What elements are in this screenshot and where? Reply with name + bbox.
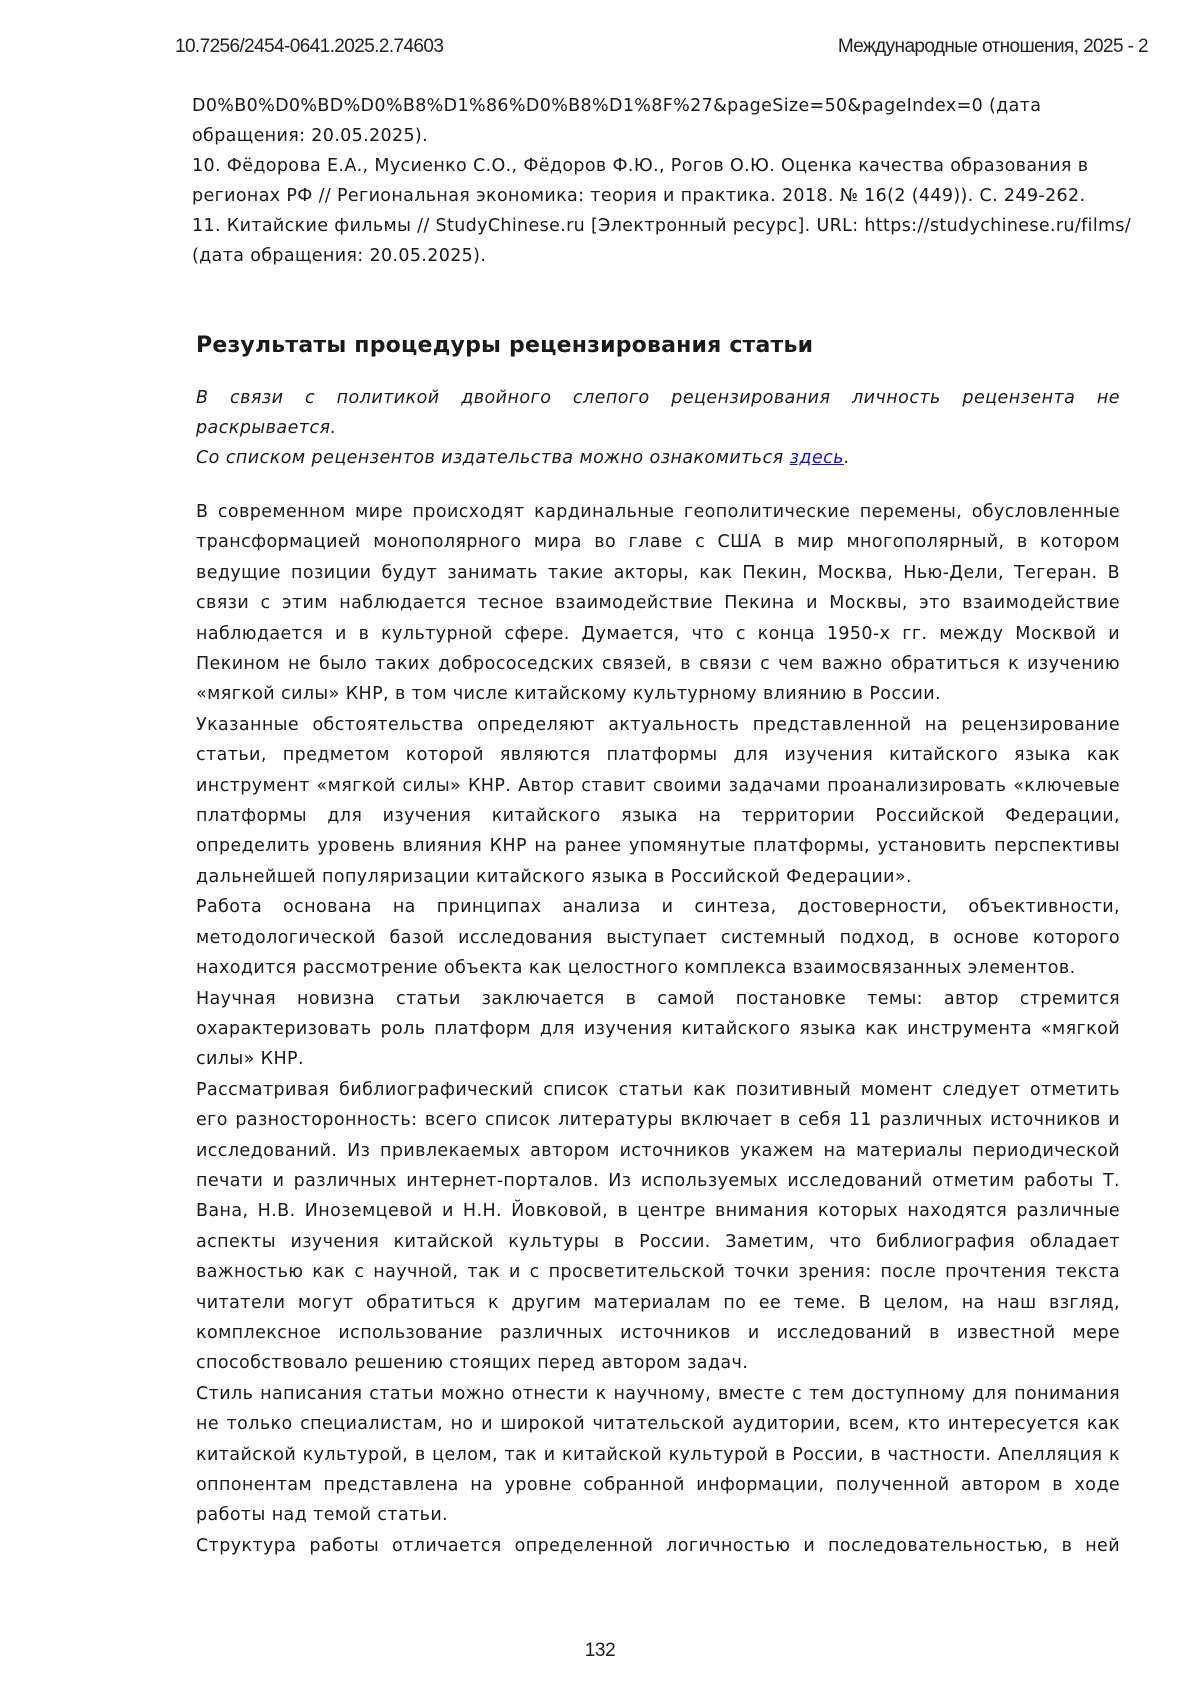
reviewers-link[interactable]: здесь	[790, 448, 844, 468]
review-paragraph: Работа основана на принципах анализа и синтеза, достоверности, объективности, методологической базой исследования выступает системный подход, в основе которого находится рассмотрение объекта как целостного комплекса взаимосвязанных элементов.	[196, 892, 1120, 983]
page-number: 132	[0, 1640, 1200, 1662]
doi-header: 10.7256/2454-0641.2025.2.74603	[175, 36, 443, 58]
notice-text: Со списком рецензентов издательства можно ознакомиться	[196, 448, 790, 468]
section-title: Результаты процедуры рецензирования статьи	[196, 333, 813, 358]
review-paragraph: В современном мире происходят кардинальные геополитические перемены, обусловленные трансформацией монополярного мира во главе с США в мир многополярный, в котором ведущие позиции будут занимать такие акторы, как Пекин, Москва, Нью-Дели, Тегеран. В связи с этим наблюдается тесное взаимодействие Пекина и Москвы, это взаимодействие наблюдается и в культурной сфере. Думается, что с конца 1950-х гг. между Москвой и Пекином не было таких добрососедских связей, в связи с чем важно обратиться к изучению «мягкой силы» КНР, в том числе китайскому культурному влиянию в России.	[196, 497, 1120, 710]
notice-punct: .	[844, 448, 850, 468]
reference-item: 11. Китайские фильмы // StudyChinese.ru [Электронный ресурс]. URL: https://studychinese.ru/films/ (дата обращения: 20.05.2025).	[192, 211, 1152, 271]
reference-item: 10. Фёдорова Е.А., Мусиенко С.О., Фёдоров Ф.Ю., Рогов О.Ю. Оценка качества образования в регионах РФ // Региональная экономика: теория и практика. 2018. № 16(2 (449)). С. 249-262.	[192, 151, 1152, 211]
notice-line: В связи с политикой двойного слепого рецензирования личность рецензента не раскрывается.	[196, 383, 1120, 443]
references-list	[192, 91, 1152, 271]
review-paragraph: Структура работы отличается определенной логичностью и последовательностью, в ней	[196, 1531, 1120, 1561]
review-notice	[196, 383, 1120, 473]
journal-header: Международные отношения, 2025 - 2	[838, 36, 1148, 58]
review-body	[196, 497, 1120, 1561]
review-paragraph: Научная новизна статьи заключается в самой постановке темы: автор стремится охарактеризовать роль платформ для изучения китайского языка как инструмента «мягкой силы» КНР.	[196, 984, 1120, 1075]
review-paragraph: Стиль написания статьи можно отнести к научному, вместе с тем доступному для понимания не только специалистам, но и широкой читательской аудитории, всем, кто интересуется как китайской культурой, в целом, так и китайской культурой в России, в частности. Апелляция к оппонентам представлена на уровне собранной информации, полученной автором в ходе работы над темой статьи.	[196, 1379, 1120, 1531]
notice-line	[196, 443, 1120, 473]
reference-item: D0%B0%D0%BD%D0%B8%D1%86%D0%B8%D1%8F%27&pageSize=50&pageIndex=0 (дата обращения: 20.05.2025).	[192, 91, 1152, 151]
review-paragraph: Указанные обстоятельства определяют актуальность представленной на рецензирование статьи, предметом которой являются платформы для изучения китайского языка как инструмент «мягкой силы» КНР. Автор ставит своими задачами проанализировать «ключевые платформы для изучения китайского языка на территории Российской Федерации, определить уровень влияния КНР на ранее упомянутые платформы, установить перспективы дальнейшей популяризации китайского языка в Российской Федерации».	[196, 710, 1120, 892]
review-paragraph: Рассматривая библиографический список статьи как позитивный момент следует отметить его разносторонность: всего список литературы включает в себя 11 различных источников и исследований. Из привлекаемых автором источников укажем на материалы периодической печати и различных интернет-порталов. Из используемых исследований отметим работы Т. Вана, Н.В. Иноземцевой и Н.Н. Йовковой, в центре внимания которых находятся различные аспекты изучения китайской культуры в России. Заметим, что библиография обладает важностью как с научной, так и с просветительской точки зрения: после прочтения текста читатели могут обратиться к другим материалам по ее теме. В целом, на наш взгляд, комплексное использование различных источников и исследований в известной мере способствовало решению стоящих перед автором задач.	[196, 1075, 1120, 1379]
